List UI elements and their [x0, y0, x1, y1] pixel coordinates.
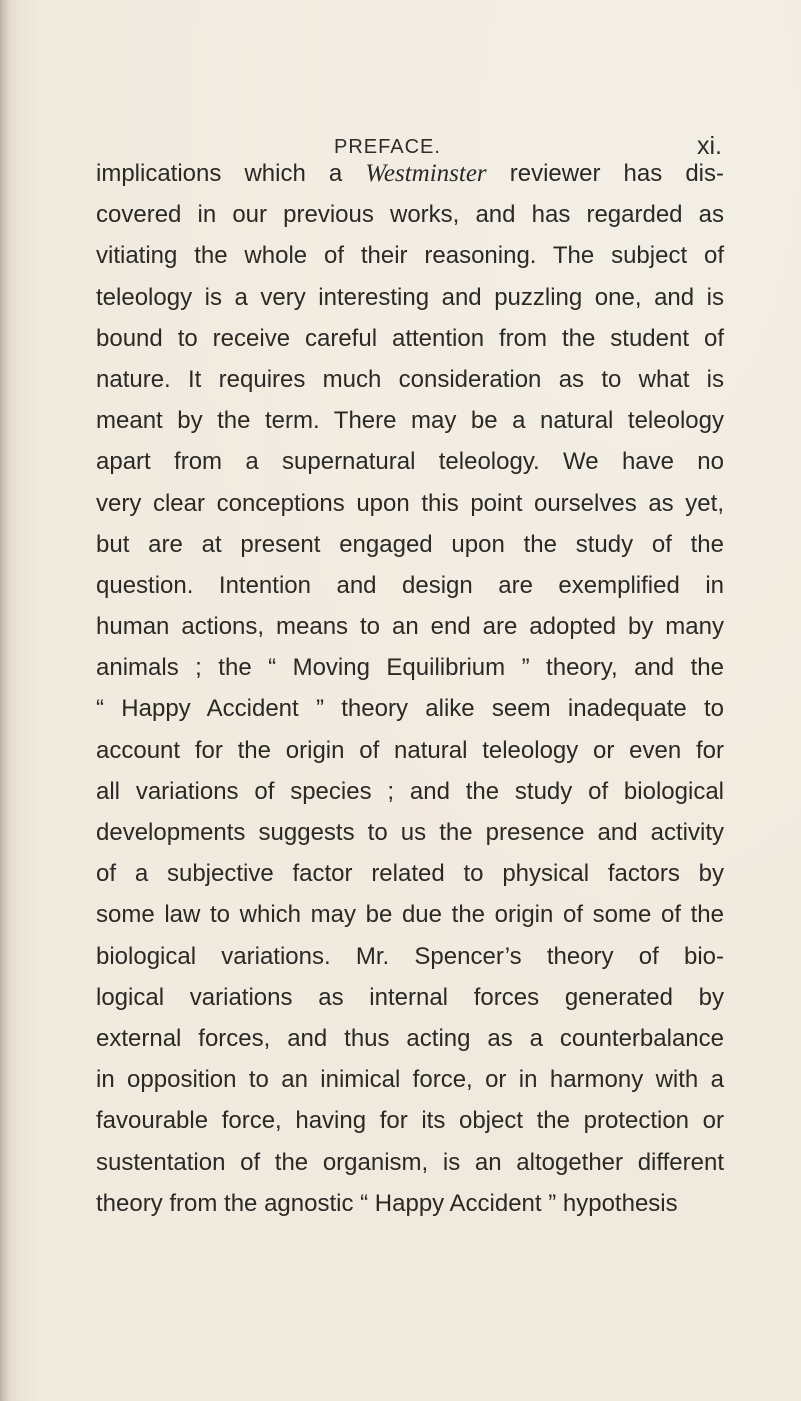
- text-line: sustentation of the organism, is an altogether different: [96, 1148, 724, 1176]
- page-number: xi.: [697, 132, 722, 160]
- text-line: external forces, and thus acting as a counterbalance: [96, 1024, 724, 1052]
- running-head: PREFACE.: [334, 136, 441, 158]
- text-line: animals ; the “ Moving Equilibrium ” theory, and the: [96, 654, 724, 682]
- text-line-start: implications which a: [96, 160, 366, 187]
- italic-term: Westminster: [365, 160, 487, 187]
- text-line: [96, 153, 724, 194]
- text-line: biological variations. Mr. Spencer’s theory of bio-: [96, 942, 724, 970]
- text-line: vitiating the whole of their reasoning. The subject of: [96, 242, 724, 270]
- page-gutter-shadow: [0, 0, 10, 1401]
- text-line: favourable force, having for its object the protection or: [96, 1107, 724, 1135]
- text-line: logical variations as internal forces generated by: [96, 983, 724, 1011]
- text-line: meant by the term. There may be a natural teleology: [96, 407, 724, 435]
- text-line: but are at present engaged upon the study of the: [96, 530, 724, 558]
- text-line: of a subjective factor related to physical factors by: [96, 860, 724, 888]
- text-line: theory from the agnostic “ Happy Accident ” hypothesis: [96, 1189, 678, 1217]
- text-line: apart from a supernatural teleology. We have no: [96, 448, 724, 476]
- text-line: question. Intention and design are exemplified in: [96, 571, 724, 599]
- text-line: in opposition to an inimical force, or in harmony with a: [96, 1066, 724, 1094]
- text-line: human actions, means to an end are adopted by many: [96, 613, 724, 641]
- body-text: [96, 153, 724, 1224]
- text-line: covered in our previous works, and has regarded as: [96, 201, 724, 229]
- text-line: some law to which may be due the origin of some of the: [96, 901, 724, 929]
- text-line-end: reviewer has dis-: [486, 160, 724, 187]
- text-line: teleology is a very interesting and puzzling one, and is: [96, 283, 724, 311]
- text-line: “ Happy Accident ” theory alike seem inadequate to: [96, 695, 724, 723]
- text-line: nature. It requires much consideration as to what is: [96, 365, 724, 393]
- text-line: developments suggests to us the presence and activity: [96, 819, 724, 846]
- text-line: very clear conceptions upon this point ourselves as yet,: [96, 489, 724, 517]
- text-line: bound to receive careful attention from the student of: [96, 324, 724, 352]
- text-line: account for the origin of natural teleology or even for: [96, 736, 724, 764]
- text-line: all variations of species ; and the study of biological: [96, 777, 724, 805]
